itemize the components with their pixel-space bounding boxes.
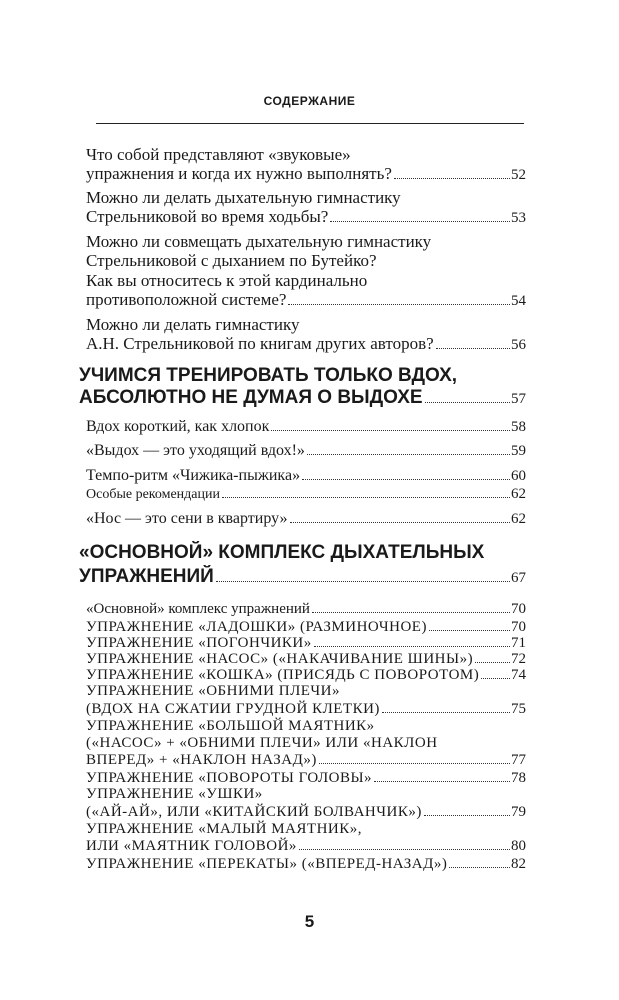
toc-entry-text: «Основной» комплекс упражнений — [86, 601, 310, 617]
toc-page-number: 56 — [511, 337, 526, 353]
toc-entry-text: ВПЕРЕД» + «НАКЛОН НАЗАД») — [86, 752, 317, 768]
toc-entry — [86, 837, 526, 856]
toc-entry-text: УПРАЖНЕНИЕ «УШКИ» — [86, 786, 263, 802]
toc-entry-text: упражнения и когда их нужно выполнять? — [86, 164, 392, 183]
running-header: СОДЕРЖАНИЕ — [263, 94, 356, 108]
toc-entry-text: Вдох короткий, как хлопок — [86, 418, 270, 435]
toc-page-number: 82 — [511, 856, 526, 872]
dot-leader — [312, 612, 510, 613]
toc-entry-text: «ОСНОВНОЙ» КОМПЛЕКС ДЫХАТЕЛЬНЫХ — [79, 542, 485, 563]
dot-leader — [436, 348, 510, 349]
toc-entry-text: Можно ли делать дыхательную гимнастику — [86, 188, 401, 207]
toc-entry-text: Стрельниковой во время ходьбы? — [86, 207, 329, 226]
toc-entry — [86, 250, 526, 271]
dot-leader — [319, 763, 510, 764]
toc-page-number: 71 — [511, 635, 526, 651]
toc-entry — [86, 333, 526, 356]
dot-leader — [481, 678, 510, 679]
dot-leader — [314, 646, 510, 647]
toc-entry-text: Как вы относитесь к этой кардинально — [86, 271, 368, 290]
toc-entry-text: УПРАЖНЕНИЙ — [79, 566, 214, 587]
toc-page-number: 70 — [511, 601, 526, 617]
toc-entry — [86, 231, 526, 252]
toc-entry — [86, 600, 526, 619]
toc-page-number: 77 — [511, 752, 526, 768]
toc-entry — [86, 751, 526, 770]
toc-entry-text: (ВДОХ НА СЖАТИИ ГРУДНОЙ КЛЕТКИ) — [86, 701, 380, 717]
toc-entry — [86, 289, 526, 312]
toc-entry-text: противоположной системе? — [86, 290, 287, 309]
toc-page-number: 62 — [511, 486, 526, 502]
toc-entry-text: ИЛИ «МАЯТНИК ГОЛОВОЙ» — [86, 838, 297, 854]
toc-entry — [86, 509, 526, 529]
toc-entry-text: Можно ли совмещать дыхательную гимнастику — [86, 232, 432, 251]
toc-entry-text: УПРАЖНЕНИЕ «МАЛЫЙ МАЯТНИК», — [86, 821, 362, 837]
toc-entry — [86, 187, 526, 208]
header-rule — [96, 123, 524, 124]
toc-page-number: 52 — [511, 167, 526, 183]
dot-leader — [374, 781, 510, 782]
dot-leader — [288, 304, 510, 305]
toc-entry-text: («АЙ-АЙ», ИЛИ «КИТАЙСКИЙ БОЛВАНЧИК») — [86, 804, 422, 820]
toc-entry-text: Особые рекомендации — [86, 487, 220, 502]
toc-entry — [86, 466, 526, 486]
toc-entry — [86, 485, 526, 504]
dot-leader — [424, 815, 510, 816]
dot-leader — [429, 630, 510, 631]
dot-leader — [475, 662, 510, 663]
toc-page-number: 57 — [511, 391, 526, 407]
dot-leader — [307, 454, 510, 455]
toc-page-number: 54 — [511, 293, 526, 309]
dot-leader — [271, 430, 510, 431]
toc-entry — [79, 364, 526, 387]
toc-entry — [86, 785, 526, 804]
toc-entry — [86, 163, 526, 186]
toc-page-number: 72 — [511, 651, 526, 667]
page-number: 5 — [304, 912, 315, 931]
toc-entry — [79, 541, 526, 564]
toc-page-number: 75 — [511, 701, 526, 717]
toc-page-number: 58 — [511, 419, 526, 435]
toc-page-number: 62 — [511, 511, 526, 527]
toc-entry — [86, 144, 526, 165]
toc-page-number: 78 — [511, 770, 526, 786]
dot-leader — [330, 221, 510, 222]
toc-entry — [86, 855, 526, 874]
toc-page-number: 67 — [511, 570, 526, 586]
toc-entry-text: УЧИМСЯ ТРЕНИРОВАТЬ ТОЛЬКО ВДОХ, — [79, 365, 458, 386]
dot-leader — [216, 581, 510, 582]
toc-entry-text: А.Н. Стрельниковой по книгам других авторов? — [86, 334, 434, 353]
dot-leader — [299, 849, 510, 850]
toc-entry-text: УПРАЖНЕНИЕ «КОШКА» (ПРИСЯДЬ С ПОВОРОТОМ) — [86, 667, 480, 683]
toc-entry — [86, 314, 526, 335]
toc-entry — [86, 206, 526, 229]
toc-entry-text: УПРАЖНЕНИЕ «ЛАДОШКИ» (РАЗМИНОЧНОЕ) — [86, 619, 427, 635]
toc-entry-text: УПРАЖНЕНИЕ «ПОГОНЧИКИ» — [86, 635, 312, 651]
dot-leader — [382, 712, 510, 713]
toc-entry-text: «Нос — это сени в квартиру» — [86, 510, 288, 527]
toc-entry-text: «Выдох — это уходящий вдох!» — [86, 442, 305, 459]
dot-leader — [449, 867, 510, 868]
toc-entry — [86, 270, 526, 291]
toc-entry-text: Что собой представляют «звуковые» — [86, 145, 351, 164]
toc-page-number: 59 — [511, 443, 526, 459]
toc-page-number: 53 — [511, 210, 526, 226]
toc-entry — [86, 417, 526, 437]
dot-leader — [394, 178, 510, 179]
toc-entry-text: («НАСОС» + «ОБНИМИ ПЛЕЧИ» ИЛИ «НАКЛОН — [86, 735, 438, 751]
dot-leader — [290, 522, 510, 523]
toc-page-number: 60 — [511, 468, 526, 484]
dot-leader — [302, 479, 510, 480]
toc-entry-text: Стрельниковой с дыханием по Бутейко? — [86, 251, 377, 270]
toc-entry — [86, 441, 526, 461]
dot-leader — [425, 402, 510, 403]
toc-entry-text: УПРАЖНЕНИЕ «НАСОС» («НАКАЧИВАНИЕ ШИНЫ») — [86, 651, 474, 667]
toc-page-number: 70 — [511, 619, 526, 635]
toc-entry-text: АБСОЛЮТНО НЕ ДУМАЯ О ВЫДОХЕ — [79, 387, 423, 408]
toc-entry-text: Темпо-ритм «Чижика-пыжика» — [86, 467, 301, 484]
toc-entry-text: Можно ли делать гимнастику — [86, 315, 300, 334]
toc-page-number: 79 — [511, 804, 526, 820]
dot-leader — [222, 497, 510, 498]
toc-entry-text: УПРАЖНЕНИЕ «БОЛЬШОЙ МАЯТНИК» — [86, 718, 375, 734]
toc-entry-text: УПРАЖНЕНИЕ «ПЕРЕКАТЫ» («ВПЕРЕД-НАЗАД») — [86, 856, 448, 872]
toc-entry-text: УПРАЖНЕНИЕ «ПОВОРОТЫ ГОЛОВЫ» — [86, 770, 373, 786]
toc-entry — [86, 682, 526, 701]
toc-entry — [79, 565, 526, 590]
toc-entry — [79, 386, 526, 411]
toc-page-number: 74 — [511, 667, 526, 683]
toc-page-number: 80 — [511, 838, 526, 854]
toc-entry-text: УПРАЖНЕНИЕ «ОБНИМИ ПЛЕЧИ» — [86, 683, 341, 699]
